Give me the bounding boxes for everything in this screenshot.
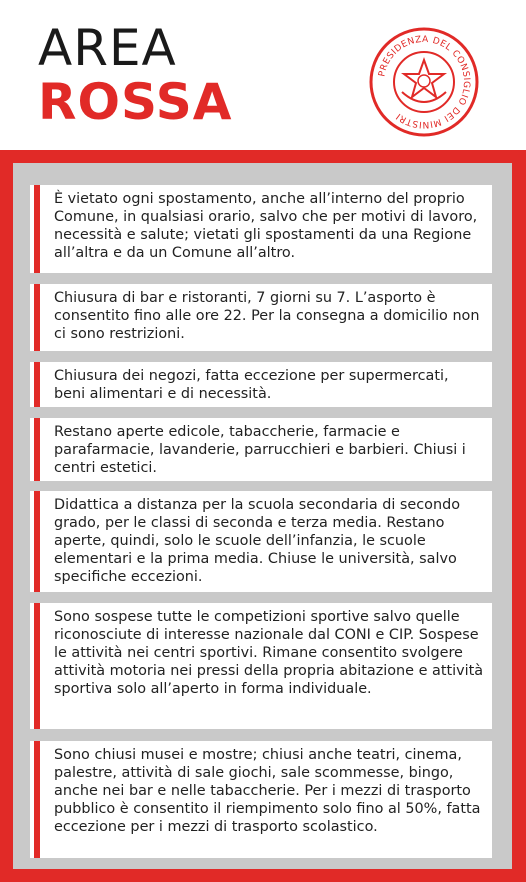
rule-card-culture-transport (30, 741, 492, 858)
header (0, 0, 526, 150)
rule-card-shops (30, 362, 492, 407)
rule-text: Sono sospese tutte le competizioni sportive salvo quelle riconosciute di interesse nazionale dal CONI e CIP. Sospese le attività nei centri sportivi. Rimane consentito svolgere attività motoria nei pressi della propria abitazione e attività sportiva solo all’aperto in forma individuale. (54, 609, 484, 697)
rule-card-movement (30, 185, 492, 273)
rule-text: Didattica a distanza per la scuola secondaria di secondo grado, per le classi di seconda e terza media. Restano aperte, quindi, solo le scuole dell’infanzia, le scuole elementari e la prima media. Chiuse le università, salvo specifiche eccezioni. (54, 497, 461, 585)
rule-text: È vietato ogni spostamento, anche all’interno del proprio Comune, in qualsiasi orario, salvo che per motivi di lavoro, necessità e salute; vietati gli spostamenti da una Regione all’altra e da un Comune all’altro. (54, 191, 478, 261)
red-frame (0, 150, 526, 882)
svg-text:PRESIDENZA DEL CONSIGLIO DEI M (377, 35, 471, 129)
rule-card-sports (30, 603, 492, 729)
rule-card-school (30, 491, 492, 592)
rule-card-services (30, 418, 492, 481)
title-rossa: ROSSA (38, 73, 233, 131)
rule-text: Restano aperte edicole, tabaccherie, farmacie e parafarmacie, lavanderie, parrucchieri e barbieri. Chiusi i centri estetici. (54, 424, 466, 476)
seal-caption: PRESIDENZA DEL CONSIGLIO DEI MINISTRI (377, 34, 472, 130)
rule-text: Chiusura dei negozi, fatta eccezione per supermercati, beni alimentari e di necessità. (54, 368, 449, 402)
rule-text: Chiusura di bar e ristoranti, 7 giorni su 7. L’asporto è consentito fino alle ore 22. Per la consegna a domicilio non ci sono restrizioni. (54, 290, 480, 342)
title-area: AREA (38, 19, 177, 77)
rules-panel (13, 163, 512, 869)
government-seal-icon (368, 26, 480, 138)
rule-card-bars (30, 284, 492, 351)
rule-text: Sono chiusi musei e mostre; chiusi anche teatri, cinema, palestre, attività di sale giochi, sale scommesse, bingo, anche nei bar e nelle tabaccherie. Per i mezzi di trasporto pubblico è consentito il riempimento solo fino al 50%, fatta eccezione per i mezzi di trasporto scolastico. (54, 747, 481, 835)
